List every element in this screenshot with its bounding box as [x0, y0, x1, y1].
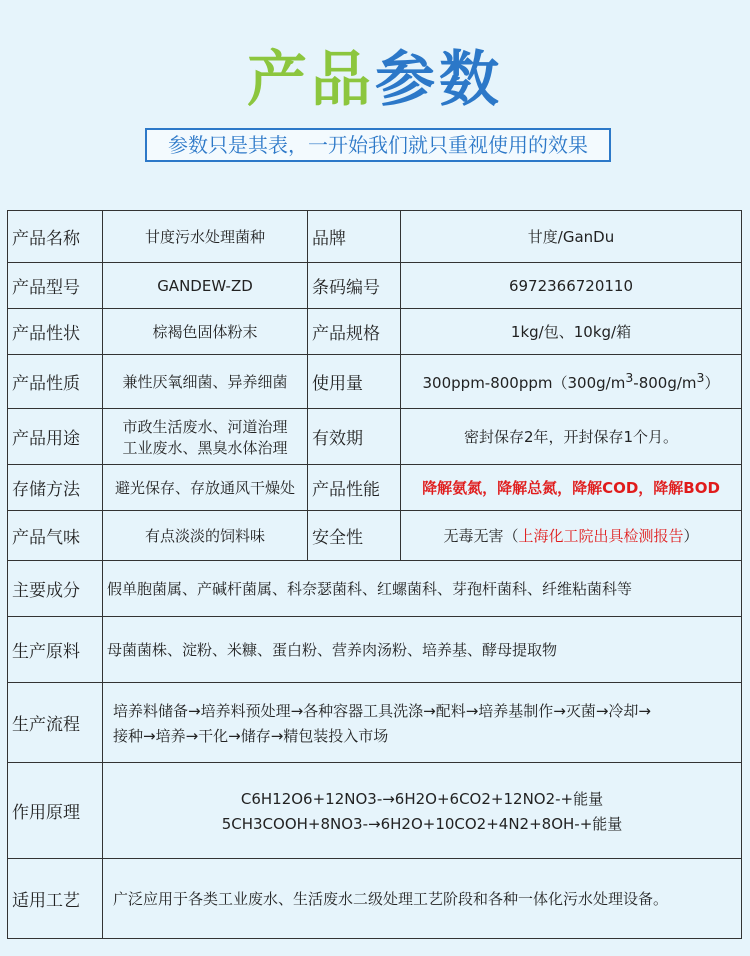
nature-value: 兼性厌氧细菌、异养细菌 — [103, 355, 308, 409]
spec-row-process — [8, 683, 742, 763]
model-label: 产品型号 — [8, 263, 103, 309]
process-line-2: 接种→培养→干化→储存→精包装投入市场 — [113, 726, 389, 745]
principle-line-2: 5CH3COOH+8NO3-→6H2O+10CO2+4N2+8OH-+能量 — [221, 814, 623, 833]
product-name-label: 产品名称 — [8, 211, 103, 263]
spec-row-odor — [8, 511, 742, 561]
process-label: 生产流程 — [8, 683, 103, 763]
safety-close: ） — [683, 527, 699, 545]
process-line-1: 培养料储备→培养料预处理→各种容器工具洗涤→配料→培养基制作→灭菌→冷却→ — [113, 701, 651, 720]
brand-label: 品牌 — [308, 211, 401, 263]
spec-table — [7, 210, 742, 939]
spec-row-storage — [8, 465, 742, 511]
dosage-superscript-1: 3 — [625, 370, 634, 385]
principle-label: 作用原理 — [8, 763, 103, 859]
dosage-label: 使用量 — [308, 355, 401, 409]
spec-row-appearance — [8, 309, 742, 355]
spec-row-principle — [8, 763, 742, 859]
dosage-value — [401, 355, 742, 409]
spec-row-nature — [8, 355, 742, 409]
appearance-value: 棕褐色固体粉末 — [103, 309, 308, 355]
barcode-label: 条码编号 — [308, 263, 401, 309]
process-fit-value: 广泛应用于各类工业废水、生活废水二级处理工艺阶段和各种一体化污水处理设备。 — [103, 859, 742, 939]
materials-label: 生产原料 — [8, 617, 103, 683]
spec-row-model — [8, 263, 742, 309]
dosage-superscript-2: 3 — [696, 370, 705, 385]
title-part1: 产品 — [247, 45, 375, 115]
odor-label: 产品气味 — [8, 511, 103, 561]
usage-label: 产品用途 — [8, 409, 103, 465]
appearance-label: 产品性状 — [8, 309, 103, 355]
spec-row-name — [8, 211, 742, 263]
usage-value — [103, 409, 308, 465]
dosage-text-base: 300ppm-800ppm（300g/m — [422, 374, 626, 392]
spec-row-ingredients — [8, 561, 742, 617]
principle-value — [103, 763, 742, 859]
ingredients-label: 主要成分 — [8, 561, 103, 617]
size-value: 1kg/包、10kg/箱 — [401, 309, 742, 355]
size-label: 产品规格 — [308, 309, 401, 355]
process-value — [103, 683, 742, 763]
brand-value: 甘度/GanDu — [401, 211, 742, 263]
storage-label: 存储方法 — [8, 465, 103, 511]
model-value: GANDEW-ZD — [103, 263, 308, 309]
usage-line-2: 工业废水、黑臭水体治理 — [122, 438, 288, 457]
storage-value: 避光保存、存放通风干燥处 — [103, 465, 308, 511]
odor-value: 有点淡淡的饲料味 — [103, 511, 308, 561]
process-fit-label: 适用工艺 — [8, 859, 103, 939]
usage-line-1: 市政生活废水、河道治理 — [122, 417, 288, 436]
performance-value: 降解氨氮，降解总氮，降解COD，降解BOD — [401, 465, 742, 511]
validity-value: 密封保存2年，开封保存1个月。 — [401, 409, 742, 465]
dosage-text-mid: -800g/m — [633, 374, 697, 392]
safety-value — [401, 511, 742, 561]
spec-row-materials — [8, 617, 742, 683]
performance-label: 产品性能 — [308, 465, 401, 511]
barcode-value: 6972366720110 — [401, 263, 742, 309]
page-title — [0, 44, 750, 116]
spec-row-process-fit — [8, 859, 742, 939]
title-part2: 参数 — [375, 45, 503, 115]
safety-text: 无毒无害（ — [443, 527, 519, 545]
principle-line-1: C6H12O6+12NO3-→6H2O+6CO2+12NO2-+能量 — [240, 789, 604, 808]
materials-value: 母菌菌株、淀粉、米糠、蛋白粉、营养肉汤粉、培养基、酵母提取物 — [103, 617, 742, 683]
dosage-text-end: ） — [704, 374, 720, 392]
spec-row-usage — [8, 409, 742, 465]
subtitle-banner: 参数只是其表，一开始我们就只重视使用的效果 — [145, 128, 611, 162]
validity-label: 有效期 — [308, 409, 401, 465]
ingredients-value: 假单胞菌属、产碱杆菌属、科奈瑟菌科、红螺菌科、芽孢杆菌科、纤维粘菌科等 — [103, 561, 742, 617]
safety-label: 安全性 — [308, 511, 401, 561]
safety-report-note: 上海化工院出具检测报告 — [518, 527, 684, 545]
nature-label: 产品性质 — [8, 355, 103, 409]
product-name-value: 甘度污水处理菌种 — [103, 211, 308, 263]
